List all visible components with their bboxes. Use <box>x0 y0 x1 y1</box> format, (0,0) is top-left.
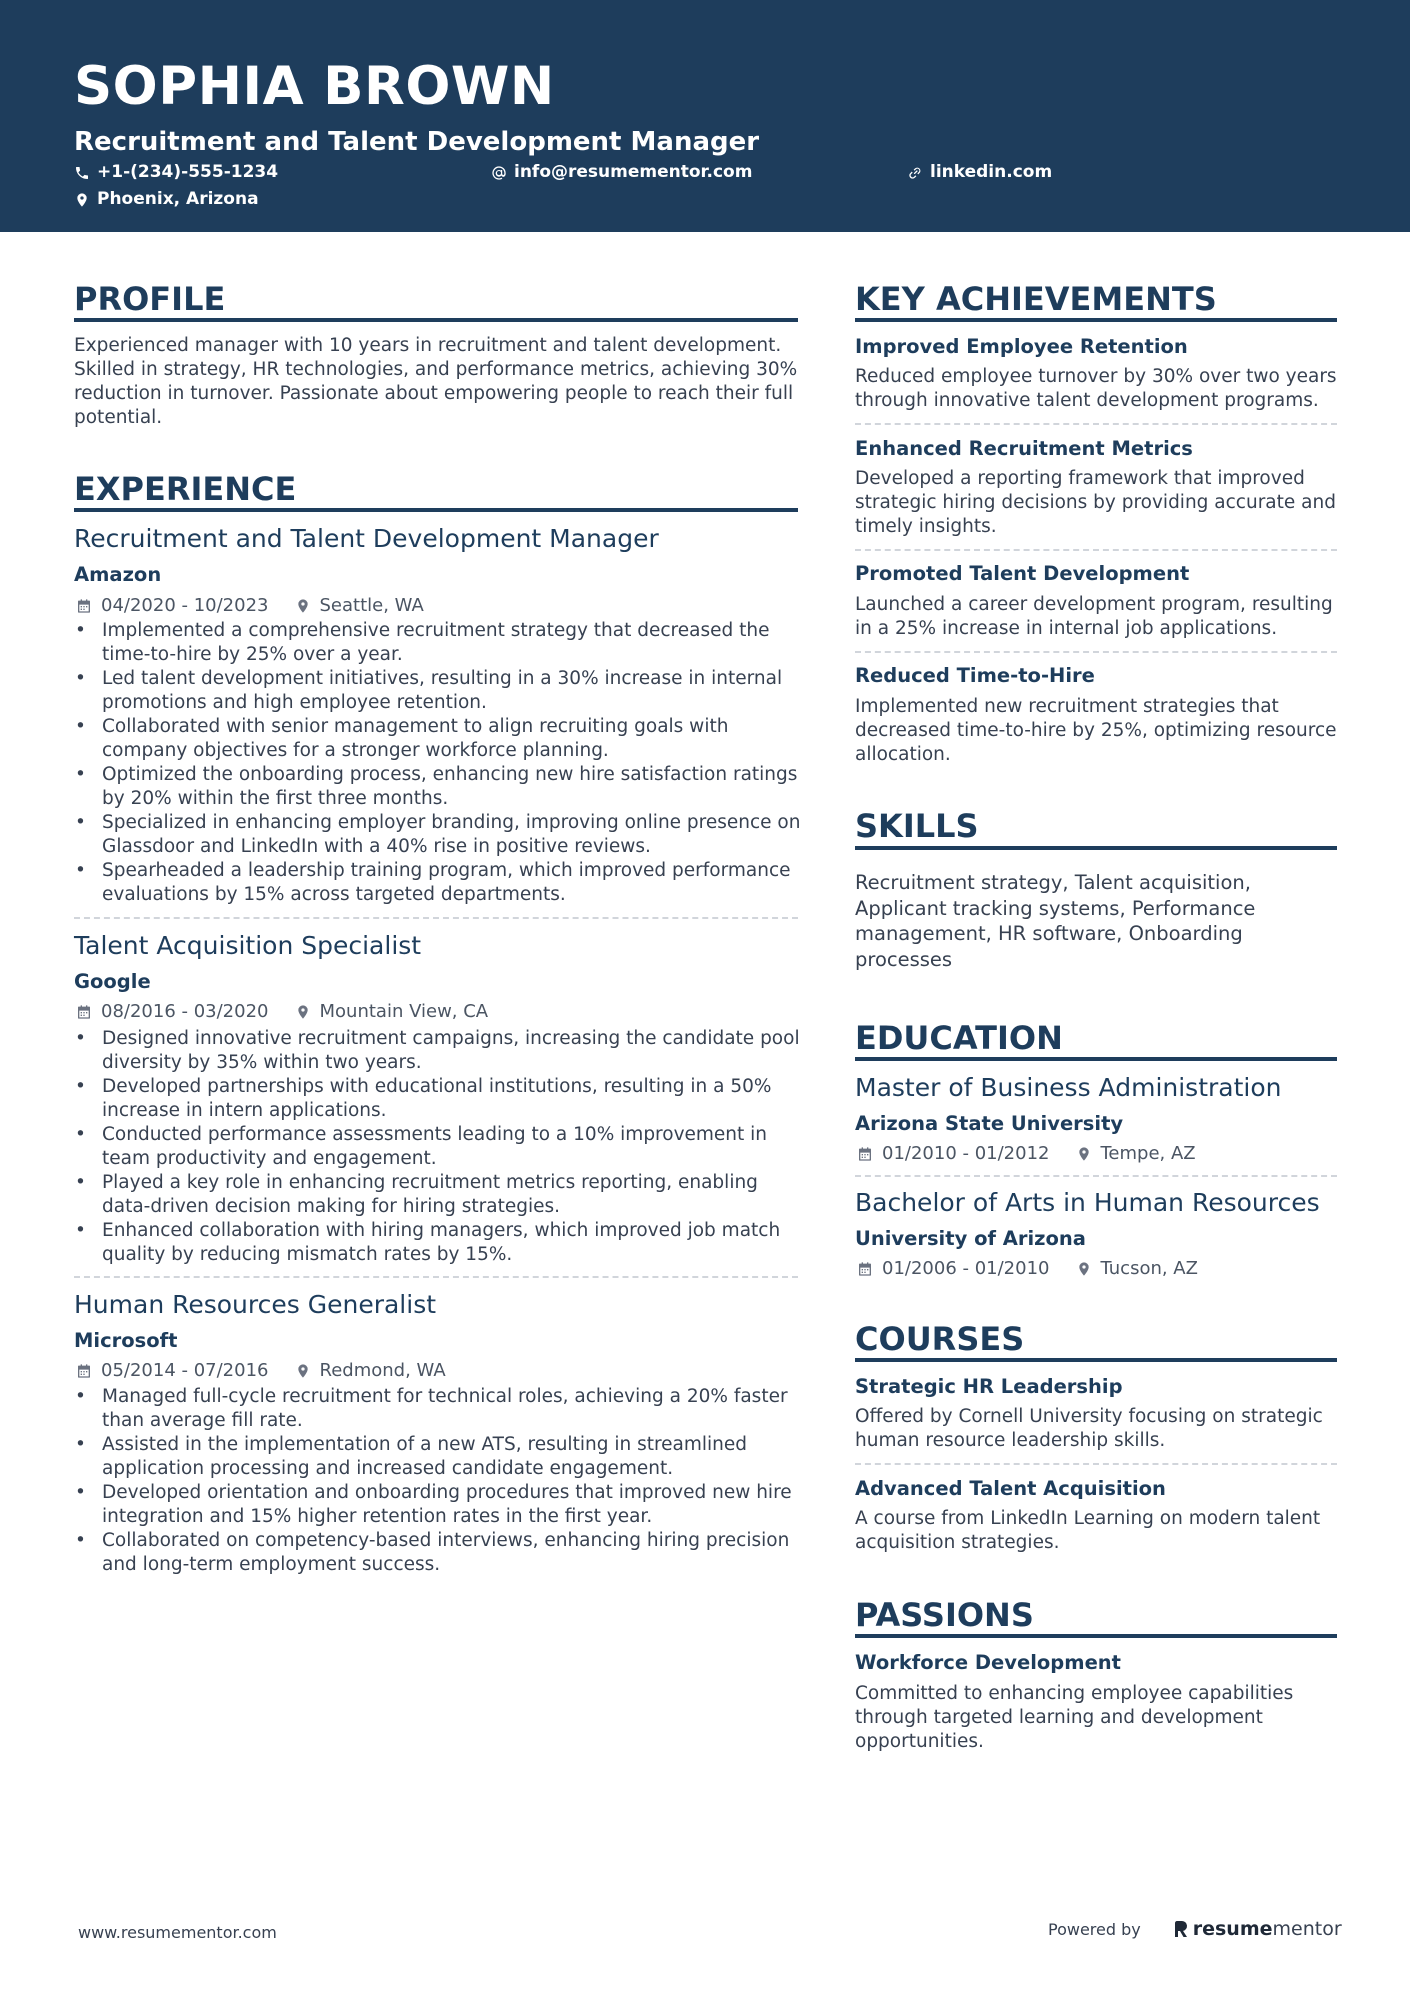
resume-header <box>0 0 1410 232</box>
achievement-title: Promoted Talent Development <box>855 562 1190 585</box>
location-pin-icon <box>1076 1261 1092 1277</box>
job-bullet: • Enhanced collaboration with hiring managers, which improved job match quality by reducing mismatch rates by 15%. <box>74 1219 804 1267</box>
job-bullet: • Collaborated with senior management to align recruiting goals with company objectives for a stronger workforce planning. <box>74 715 804 763</box>
brand-logo[interactable] <box>1173 1918 1342 1940</box>
education-dates: 01/2010 - 01/2012 <box>882 1143 1050 1164</box>
achievement-title: Improved Employee Retention <box>855 335 1188 358</box>
profile-line: Experienced manager with 10 years in recruitment and talent development. <box>74 335 782 356</box>
job-location <box>295 1003 489 1021</box>
profile-summary <box>74 334 798 430</box>
job-bullet: • Developed partnerships with educational institutions, resulting in a 50% increase in intern applications. <box>74 1075 804 1123</box>
calendar-icon <box>76 1004 92 1020</box>
course-title: Strategic HR Leadership <box>855 1375 1123 1398</box>
course-desc: Offered by Cornell University focusing on strategic human resource leadership skills. <box>855 1406 1323 1451</box>
job-location-text: Mountain View, CA <box>319 1001 489 1022</box>
job-bullet: • Developed orientation and onboarding procedures that improved new hire integration and 15% higher retention rates in the first year. <box>74 1481 804 1529</box>
job-location <box>295 597 424 615</box>
job-bullet: • Led talent development initiatives, resulting in a 30% increase in internal promotions and high employee retention. <box>74 667 804 715</box>
candidate-title: Recruitment and Talent Development Manager <box>74 127 760 157</box>
job-bullet: • Optimized the onboarding process, enhancing new hire satisfaction ratings by 20% within the first three months. <box>74 763 804 811</box>
job-location <box>295 1362 446 1380</box>
courses-heading: COURSES <box>855 1320 1025 1358</box>
achievements-rule <box>855 318 1337 322</box>
profile-line: reduction in turnover. Passionate about empowering people to reach their full <box>74 383 794 404</box>
calendar-icon <box>76 1363 92 1379</box>
education-divider <box>855 1175 1337 1177</box>
experience-rule <box>74 508 798 512</box>
job-bullet: • Collaborated on competency-based interviews, enhancing hiring precision and long-term employment success. <box>74 1529 804 1577</box>
job-company: Amazon <box>74 563 162 586</box>
education-rule <box>855 1057 1337 1061</box>
course-title: Advanced Talent Acquisition <box>855 1477 1166 1500</box>
at-icon <box>491 165 507 181</box>
contact-website[interactable] <box>907 164 1052 181</box>
job-company: Microsoft <box>74 1329 178 1352</box>
education-location <box>1076 1260 1198 1278</box>
job-bullet: • Managed full-cycle recruitment for technical roles, achieving a 20% faster than average fill rate. <box>74 1385 804 1433</box>
achievement-desc: Launched a career development program, resulting in a 25% increase in internal job applications. <box>855 594 1333 639</box>
education-location <box>1076 1145 1196 1163</box>
education-meta <box>857 1145 1196 1163</box>
job-bullet: • Played a key role in enhancing recruitment metrics reporting, enabling data-driven decision making for hiring strategies. <box>74 1171 804 1219</box>
education-location-text: Tucson, AZ <box>1100 1258 1198 1279</box>
achievement-desc: Developed a reporting framework that improved strategic hiring decisions by providing accurate and timely insights. <box>855 468 1336 537</box>
calendar-icon <box>857 1261 873 1277</box>
job-bullets <box>74 619 804 907</box>
profile-rule <box>74 318 798 322</box>
course-desc: A course from LinkedIn Learning on modern talent acquisition strategies. <box>855 1508 1321 1553</box>
profile-line: Skilled in strategy, HR technologies, and performance metrics, achieving 30% <box>74 359 798 380</box>
job-bullets <box>74 1385 804 1577</box>
achievement-divider <box>855 423 1337 425</box>
job-bullet: • Implemented a comprehensive recruitment strategy that decreased the time-to-hire by 25% over a year. <box>74 619 804 667</box>
powered-by-text: Powered by <box>1048 1919 1141 1939</box>
brand-rest: mentor <box>1272 1918 1342 1940</box>
location-pin-icon <box>295 598 311 614</box>
achievement-desc: Reduced employee turnover by 30% over two years through innovative talent development programs. <box>855 366 1337 411</box>
job-meta <box>76 1362 446 1380</box>
website-text: linkedin.com <box>930 162 1053 182</box>
achievement-title: Enhanced Recruitment Metrics <box>855 437 1193 460</box>
job-bullet: • Specialized in enhancing employer branding, improving online presence on Glassdoor and LinkedIn with a 40% rise in positive reviews. <box>74 811 804 859</box>
job-divider <box>74 917 798 919</box>
job-divider <box>74 1276 798 1278</box>
footer-website[interactable]: www.resumementor.com <box>78 1923 277 1942</box>
achievement-title: Reduced Time-to-Hire <box>855 664 1095 687</box>
profile-line: potential. <box>74 407 163 428</box>
achievement-divider <box>855 549 1337 551</box>
job-title: Talent Acquisition Specialist <box>74 931 422 960</box>
skills-heading: SKILLS <box>855 807 979 845</box>
education-meta <box>857 1260 1198 1278</box>
education-dates: 01/2006 - 01/2010 <box>882 1258 1050 1279</box>
location-pin-icon <box>74 192 90 208</box>
course-divider <box>855 1463 1337 1465</box>
phone-text: +1-(234)-555-1234 <box>97 162 279 182</box>
job-bullet: • Spearheaded a leadership training program, which improved performance evaluations by 15% across targeted departments. <box>74 859 804 907</box>
job-title: Recruitment and Talent Development Manager <box>74 524 659 553</box>
contact-phone <box>74 164 278 181</box>
passions-rule <box>855 1634 1337 1638</box>
education-degree: Bachelor of Arts in Human Resources <box>855 1188 1320 1217</box>
job-bullet: • Designed innovative recruitment campaigns, increasing the candidate pool diversity by 35% within two years. <box>74 1027 804 1075</box>
calendar-icon <box>76 598 92 614</box>
courses-rule <box>855 1358 1337 1362</box>
job-location-text: Redmond, WA <box>319 1360 446 1381</box>
job-company: Google <box>74 970 151 993</box>
education-school: University of Arizona <box>855 1227 1086 1250</box>
skills-rule <box>855 846 1337 850</box>
profile-heading: PROFILE <box>74 280 226 318</box>
candidate-name: SOPHIA BROWN <box>74 56 555 117</box>
achievement-desc: Implemented new recruitment strategies that decreased time-to-hire by 25%, optimizing resource allocation. <box>855 696 1337 765</box>
contact-location <box>74 191 259 208</box>
job-dates: 05/2014 - 07/2016 <box>101 1360 269 1381</box>
job-title: Human Resources Generalist <box>74 1290 437 1319</box>
location-pin-icon <box>295 1363 311 1379</box>
education-degree: Master of Business Administration <box>855 1073 1282 1102</box>
resumementor-logo-icon <box>1173 1919 1189 1939</box>
phone-icon <box>74 165 90 181</box>
job-bullet: • Conducted performance assessments leading to a 10% improvement in team productivity and engagement. <box>74 1123 804 1171</box>
education-location-text: Tempe, AZ <box>1100 1143 1196 1164</box>
job-location-text: Seattle, WA <box>319 595 424 616</box>
skills-list: Recruitment strategy, Talent acquisition, Applicant tracking systems, Performance management, HR software, Onboarding processes <box>855 871 1256 971</box>
brand-bold: resume <box>1192 1918 1273 1940</box>
job-meta <box>76 597 424 615</box>
calendar-icon <box>857 1146 873 1162</box>
email-text: info@resumementor.com <box>514 162 753 182</box>
job-bullets <box>74 1027 804 1267</box>
location-text: Phoenix, Arizona <box>97 189 259 209</box>
experience-heading: EXPERIENCE <box>74 470 297 508</box>
link-icon <box>907 165 923 181</box>
location-pin-icon <box>295 1004 311 1020</box>
job-meta <box>76 1003 488 1021</box>
passions-heading: PASSIONS <box>855 1596 1034 1634</box>
job-dates: 08/2016 - 03/2020 <box>101 1001 269 1022</box>
location-pin-icon <box>1076 1146 1092 1162</box>
job-bullet: • Assisted in the implementation of a new ATS, resulting in streamlined application processing and increased candidate engagement. <box>74 1433 804 1481</box>
achievement-divider <box>855 651 1337 653</box>
passion-title: Workforce Development <box>855 1651 1122 1674</box>
passion-desc: Committed to enhancing employee capabilities through targeted learning and development opportunities. <box>855 1683 1294 1752</box>
education-school: Arizona State University <box>855 1112 1124 1135</box>
education-heading: EDUCATION <box>855 1019 1063 1057</box>
job-dates: 04/2020 - 10/2023 <box>101 595 269 616</box>
achievements-heading: KEY ACHIEVEMENTS <box>855 280 1217 318</box>
footer-powered-by <box>1048 1918 1342 1940</box>
contact-email[interactable] <box>491 164 752 181</box>
